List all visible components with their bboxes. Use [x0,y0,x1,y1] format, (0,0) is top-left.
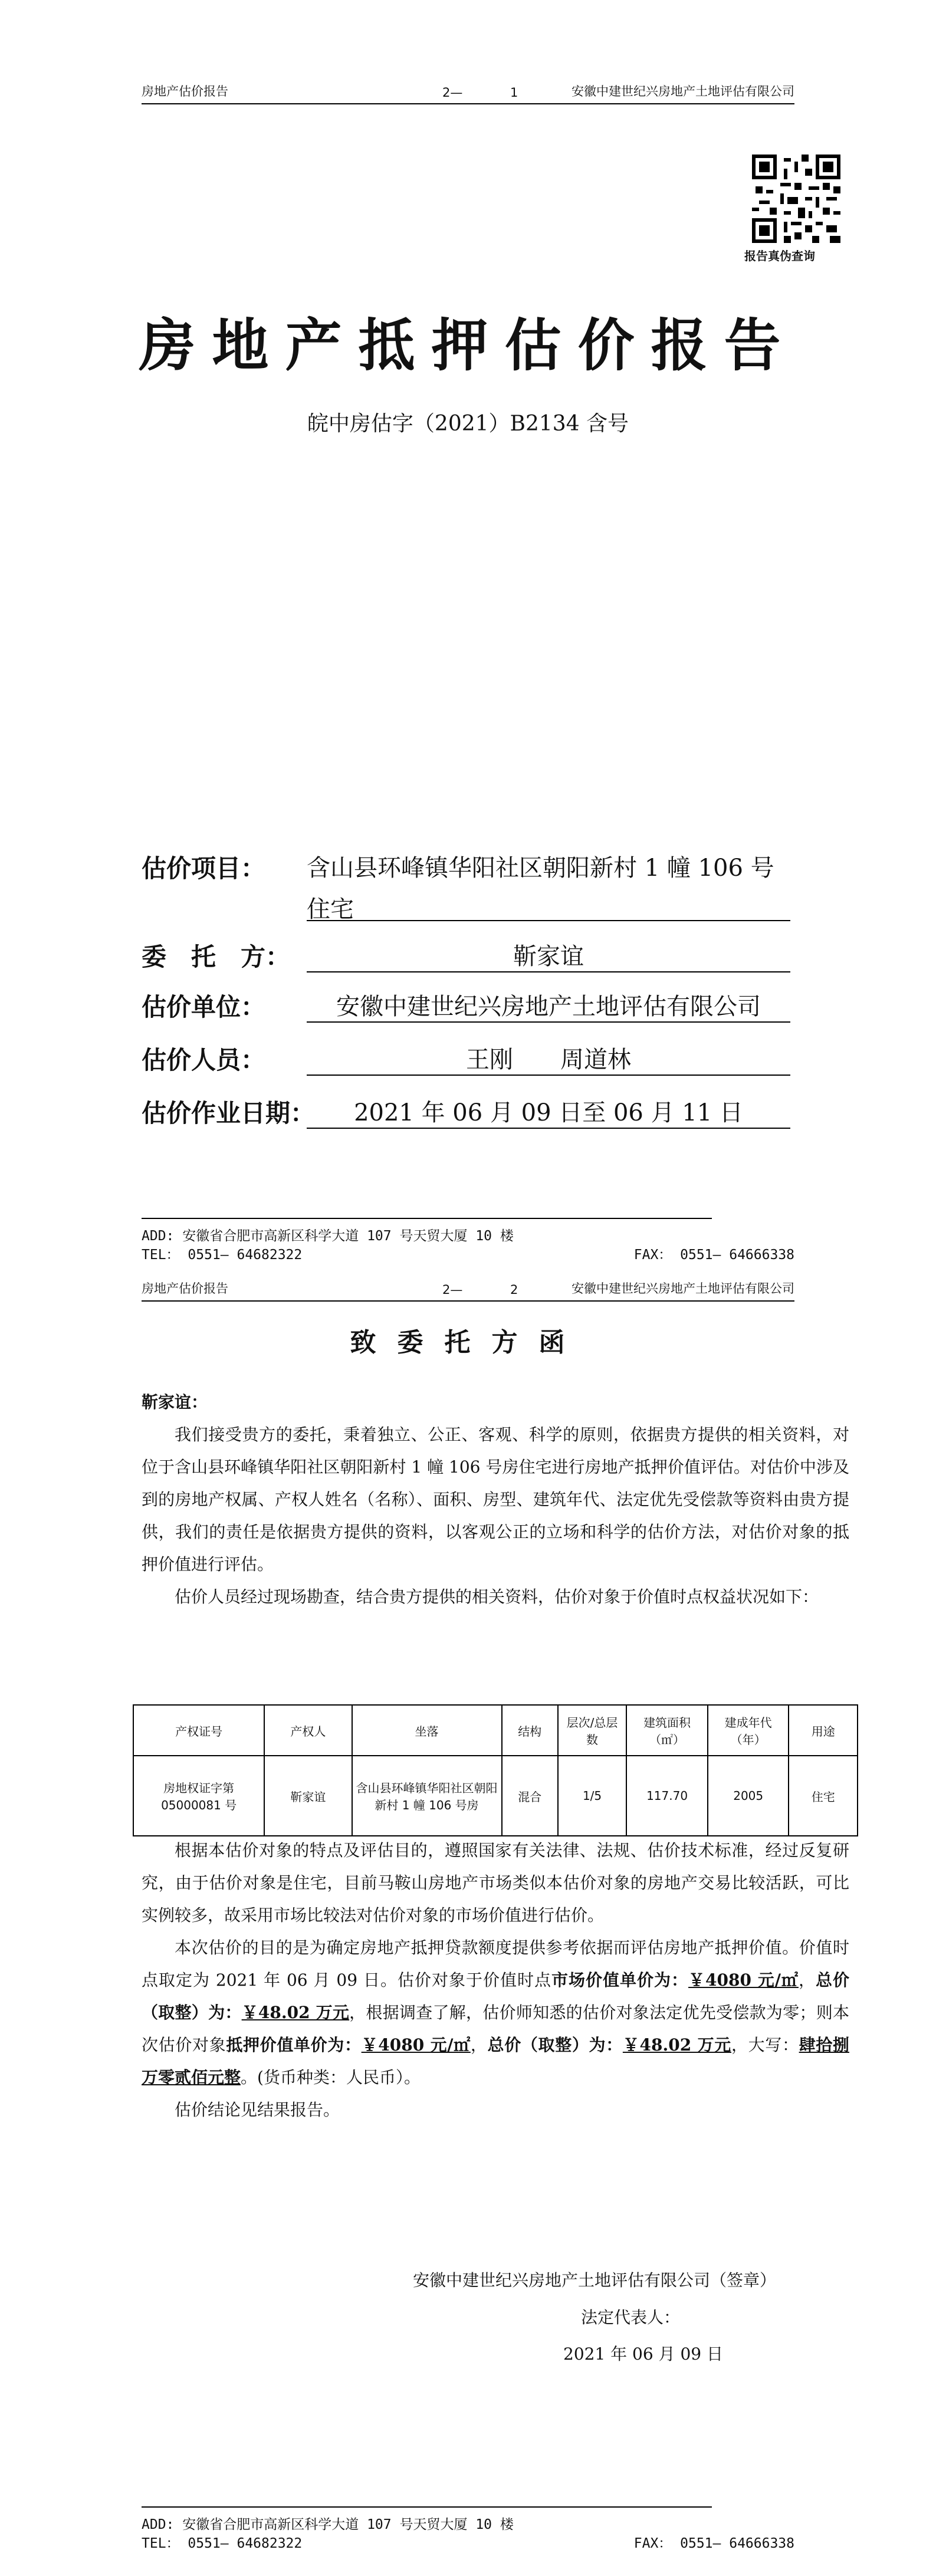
paragraph-2: 估价人员经过现场勘查，结合贵方提供的相关资料，估价对象于价值时点权益状况如下： [175,1587,819,1606]
paragraph-3: 根据本估价对象的特点及评估目的，遵照国家有关法律、法规、估价技术标准，经过反复研究，由于估价对象是住宅，目前马鞍山房地产市场类似本估价对象的房地产交易比较活跃，可比实例较多，故采用市场比较法对估价对象的市场价值进行估价。 [142,1841,849,1925]
paragraph-1: 我们接受贵方的委托，秉着独立、公正、客观、科学的原则，依据贵方提供的相关资料，对位于含山县环峰镇华阳社区朝阳新村 1 幢 106 号房住宅进行房地产抵押价值评估。对估价中涉及到的房地产权属、产权人姓名（名称）、面积、房型、建筑年代、法定优先受偿款等资料由贵方提供，我们的责任是依据贵方提供的资料，以客观公正的立场和科学的估价方法，对估价对象的抵押价值进行评估。 [142,1425,849,1574]
page1-header [142,80,794,104]
page2-header [142,1277,794,1302]
market-total-price: ￥48.02 万元 [241,2003,350,2022]
table-header: 产权证号 [133,1705,264,1756]
field-label-project: 估价项目： [142,854,266,883]
header-left: 房地产估价报告 [142,1282,228,1296]
table-header: 建筑面积（㎡） [626,1705,708,1756]
salutation: 靳家谊： [142,1392,208,1412]
field-value-work-dates: 2021 年 06 月 09 日至 06 月 11 日 [307,1094,790,1129]
field-value-project: 含山县环峰镇华阳社区朝阳新村 1 幢 106 号 [307,855,774,882]
footer-divider [142,2506,712,2508]
footer-address: ADD: 安徽省合肥市高新区科学大道 107 号天贸大厦 10 楼 [142,2517,514,2532]
p4-text: 。(货币种类：人民币）。 [241,2068,421,2087]
signature-representative: 法定代表人： [581,2308,681,2327]
table-header: 坐落 [352,1705,502,1756]
report-number: 皖中房估字（2021）B2134 含号 [307,412,629,436]
table-cell: 117.70 [626,1756,708,1836]
header-right: 安徽中建世纪兴房地产土地评估有限公司 [572,84,794,98]
letter-body-bottom [142,1834,849,2126]
property-table [133,1704,858,1836]
table-header: 建成年代（年） [708,1705,789,1756]
header-page-number: 1 [510,86,518,100]
mortgage-unit-label: 抵押价值单价为： [226,2035,362,2055]
table-cell: 住宅 [789,1756,858,1836]
report-title: 房地产抵押估价报告 [139,312,797,379]
field-label-appraisers: 估价人员： [142,1046,266,1075]
footer-fax: FAX： 0551— 64666338 [633,2536,794,2551]
market-unit-price: ￥4080 元/㎡ [688,1970,799,1990]
market-total-label: 总价（取整）为： [142,1970,849,2022]
footer-tel: TEL： 0551— 64682322 [142,2536,303,2551]
table-header: 用途 [789,1705,858,1756]
field-label-appraiser-org: 估价单位： [142,993,266,1021]
p4-text: ，根据调查了解，估价师知悉的估价对象法定优先受偿款为零；则本次估价对象 [142,2003,849,2055]
market-unit-label: 市场价值单价为： [551,1970,689,1990]
signature-company: 安徽中建世纪兴房地产土地评估有限公司（签章） [413,2271,777,2290]
letter-title: 致委托方函 [350,1328,586,1358]
p4-text: 本次估价的目的是为确定房地产抵押贷款额度提供参考依据而评估房地产抵押价值。价值时点取定为 2021 年 06 月 09 日。估价对象于价值时点 [142,1938,849,1990]
header-right: 安徽中建世纪兴房地产土地评估有限公司 [572,1282,794,1296]
letter-body-top [142,1386,849,1613]
table-header-row [133,1705,858,1756]
table-cell: 靳家谊 [264,1756,352,1836]
paragraph-4 [142,1931,849,2094]
table-header: 结构 [502,1705,558,1756]
header-left: 房地产估价报告 [142,84,228,98]
field-label-client: 委 托 方： [142,942,291,971]
footer-fax: FAX： 0551— 64666338 [633,1247,794,1263]
p4-text: ， [798,1970,816,1990]
header-page-number: 2 [510,1283,518,1297]
table-cell: 1/5 [558,1756,626,1836]
mortgage-total-label: 总价（取整）为： [487,2035,623,2055]
field-label-work-dates: 估价作业日期： [142,1099,316,1128]
table-cell: 2005 [708,1756,789,1836]
mortgage-unit-price: ￥4080 元/㎡ [361,2035,471,2055]
field-value-appraiser-org: 安徽中建世纪兴房地产土地评估有限公司 [307,988,790,1023]
footer-tel: TEL： 0551— 64682322 [142,1247,303,1263]
footer-address: ADD: 安徽省合肥市高新区科学大道 107 号天贸大厦 10 楼 [142,1228,514,1244]
page1-footer [142,1218,794,1265]
table-cell: 混合 [502,1756,558,1836]
header-page-prefix: 2— [442,1283,463,1297]
amount-in-words: 肆拾捌万零贰佰元整 [142,2035,849,2087]
table-header: 产权人 [264,1705,352,1756]
header-page-prefix: 2— [442,86,463,100]
field-value-appraisers: 王刚 周道林 [307,1041,790,1076]
table-row [133,1756,858,1836]
page2-footer [142,2506,794,2554]
paragraph-5: 估价结论见结果报告。 [175,2100,340,2120]
field-value-project-line2: 住宅 [307,891,790,921]
signature-date: 2021 年 06 月 09 日 [563,2344,724,2364]
p4-text: ，大写： [731,2035,799,2055]
p4-text: ， [470,2035,488,2055]
qr-code-icon[interactable] [752,155,840,243]
footer-divider [142,1218,712,1219]
field-value-client: 靳家谊 [307,938,790,972]
qr-caption: 报告真伪查询 [744,249,815,263]
table-cell: 房地权证字第 05000081 号 [133,1756,264,1836]
mortgage-total-price: ￥48.02 万元 [622,2035,731,2055]
table-cell: 含山县环峰镇华阳社区朝阳新村 1 幢 106 号房 [352,1756,502,1836]
table-header: 层次/总层数 [558,1705,626,1756]
